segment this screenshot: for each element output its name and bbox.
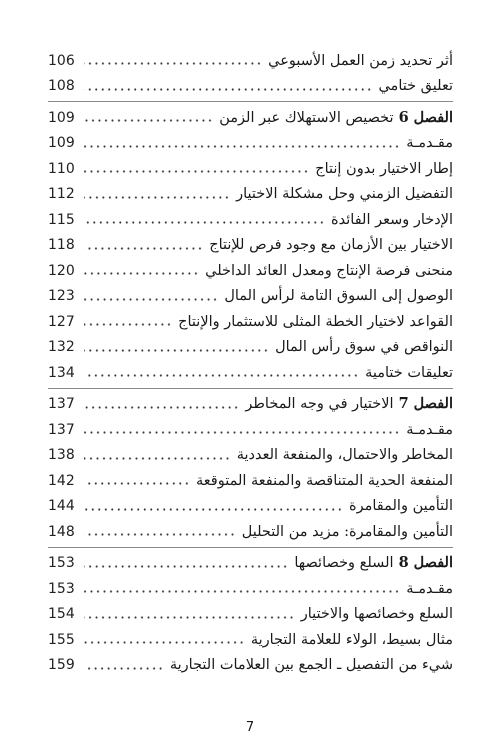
- entry-title: مقـدمـة: [406, 421, 453, 438]
- entry-page-number: 112: [48, 186, 75, 203]
- chapter-label: الفصل: [413, 108, 453, 126]
- toc-entry[interactable]: [48, 131, 453, 157]
- entry-page-number: 138: [48, 447, 75, 464]
- entry-page-number: 153: [48, 580, 75, 597]
- dot-leader: [84, 196, 230, 199]
- entry-title: إطار الاختيار بدون إنتاج: [315, 160, 453, 177]
- chapter-number: 8: [398, 554, 409, 571]
- chapter-label: الفصل: [413, 395, 453, 412]
- entry-title: الوصول إلى السوق التامة لرأس المال: [224, 288, 453, 304]
- toc-entry[interactable]: [48, 335, 453, 361]
- entry-title: تعليق ختامي: [378, 78, 453, 94]
- entry-page-number: 137: [48, 396, 75, 413]
- entry-title: النواقص في سوق رأس المال: [275, 339, 453, 355]
- dot-leader: [84, 349, 269, 352]
- dot-leader: [84, 508, 343, 511]
- entry-page-number: 134: [48, 364, 75, 381]
- entry-page-number: 142: [48, 472, 75, 489]
- toc-entry[interactable]: [48, 233, 453, 259]
- entry-page-number: 110: [48, 160, 75, 177]
- toc-entry[interactable]: [48, 468, 453, 494]
- entry-page-number: 132: [48, 339, 75, 356]
- entry-page-number: 118: [48, 237, 75, 254]
- toc-entry[interactable]: [48, 207, 453, 233]
- entry-page-number: 127: [48, 313, 75, 330]
- entry-page-number: 106: [48, 52, 75, 69]
- entry-page-number: 154: [48, 606, 75, 623]
- toc-entry[interactable]: [48, 494, 453, 520]
- chapter-title: السلع وخصائصها: [294, 555, 394, 571]
- table-of-contents: [48, 48, 453, 678]
- entry-title: شيء من التفصيل ـ الجمع بين العلامات التجارية: [169, 657, 453, 673]
- entry-title: الإدخار وسعر الفائدة: [331, 211, 453, 228]
- dot-leader: [84, 374, 359, 377]
- entry-page-number: 144: [48, 498, 75, 515]
- dot-leader: [84, 533, 236, 536]
- entry-page-number: 159: [48, 657, 75, 674]
- entry-page-number: 108: [48, 78, 75, 95]
- chapter-divider: [48, 547, 453, 548]
- toc-entry[interactable]: [48, 360, 453, 386]
- chapter-number: 7: [398, 395, 409, 412]
- entry-page-number: 109: [48, 109, 75, 126]
- dot-leader: [84, 221, 325, 224]
- entry-page-number: 148: [48, 523, 75, 540]
- entry-title: منحنى فرصة الإنتاج ومعدل العائد الداخلي: [205, 262, 453, 279]
- toc-entry[interactable]: [48, 74, 453, 100]
- entry-page-number: 123: [48, 288, 75, 305]
- toc-entry[interactable]: [48, 156, 453, 182]
- toc-entry[interactable]: [48, 602, 453, 628]
- toc-entry[interactable]: [48, 653, 453, 679]
- entry-title: تعليقات ختامية: [365, 364, 453, 381]
- chapter-heading: [294, 556, 453, 571]
- toc-chapter-entry[interactable]: [48, 551, 453, 577]
- entry-title: مثال بسيط، الولاء للعلامة التجارية: [250, 631, 453, 648]
- toc-entry[interactable]: [48, 576, 453, 602]
- toc-entry[interactable]: [48, 48, 453, 74]
- entry-title: السلع وخصائصها والاختيار: [300, 606, 453, 622]
- dot-leader: [84, 616, 295, 619]
- page-number-footer: 7: [245, 720, 255, 735]
- dot-leader: [84, 482, 190, 485]
- dot-leader: [84, 119, 213, 122]
- entry-page-number: 153: [48, 555, 75, 572]
- dot-leader: [84, 667, 164, 670]
- chapter-heading: [245, 397, 453, 412]
- chapter-divider: [48, 101, 453, 102]
- chapter-heading: [219, 108, 453, 126]
- toc-entry[interactable]: [48, 182, 453, 208]
- entry-title: أثر تحديد زمن العمل الأسبوعي: [268, 52, 453, 69]
- dot-leader: [84, 88, 372, 91]
- entry-page-number: 120: [48, 262, 75, 279]
- entry-title: المخاطر والاحتمال، والمنفعة العددية: [236, 447, 453, 463]
- entry-title: مقـدمـة: [406, 135, 453, 151]
- toc-entry[interactable]: [48, 309, 453, 335]
- dot-leader: [84, 62, 262, 65]
- dot-leader: [84, 641, 245, 644]
- entry-title: التفضيل الزمني وحل مشكلة الاختيار: [236, 186, 453, 202]
- dot-leader: [84, 406, 239, 409]
- entry-title: القواعد لاختيار الخطة المثلى للاستثمار والإنتاج: [178, 313, 453, 330]
- dot-leader: [84, 170, 309, 173]
- chapter-title: الاختيار في وجه المخاطر: [245, 396, 394, 412]
- chapter-title: تخصيص الاستهلاك عبر الزمن: [219, 109, 394, 126]
- entry-page-number: 115: [48, 211, 75, 228]
- entry-page-number: 155: [48, 631, 75, 648]
- toc-entry[interactable]: [48, 258, 453, 284]
- dot-leader: [84, 590, 400, 593]
- dot-leader: [84, 145, 400, 148]
- dot-leader: [84, 457, 231, 460]
- toc-entry[interactable]: [48, 417, 453, 443]
- toc-entry[interactable]: [48, 443, 453, 469]
- entry-page-number: 109: [48, 135, 75, 152]
- dot-leader: [84, 247, 203, 250]
- toc-entry[interactable]: [48, 284, 453, 310]
- entry-title: التأمين والمقامرة: [349, 498, 453, 514]
- entry-page-number: 137: [48, 421, 75, 438]
- dot-leader: [84, 565, 288, 568]
- toc-entry[interactable]: [48, 519, 453, 545]
- dot-leader: [84, 298, 218, 301]
- toc-chapter-entry[interactable]: [48, 105, 453, 131]
- chapter-number: 6: [398, 108, 409, 126]
- toc-entry[interactable]: [48, 627, 453, 653]
- dot-leader: [84, 272, 199, 275]
- entry-title: المنفعة الحدية المتناقصة والمنفعة المتوقعة: [196, 472, 453, 489]
- toc-chapter-entry[interactable]: [48, 392, 453, 418]
- dot-leader: [84, 323, 172, 326]
- chapter-divider: [48, 388, 453, 389]
- dot-leader: [84, 431, 400, 434]
- entry-title: مقـدمـة: [406, 580, 453, 597]
- entry-title: الاختيار بين الأزمان مع وجود فرص للإنتاج: [209, 237, 453, 253]
- entry-title: التأمين والمقامرة: مزيد من التحليل: [241, 523, 453, 540]
- chapter-label: الفصل: [413, 554, 453, 571]
